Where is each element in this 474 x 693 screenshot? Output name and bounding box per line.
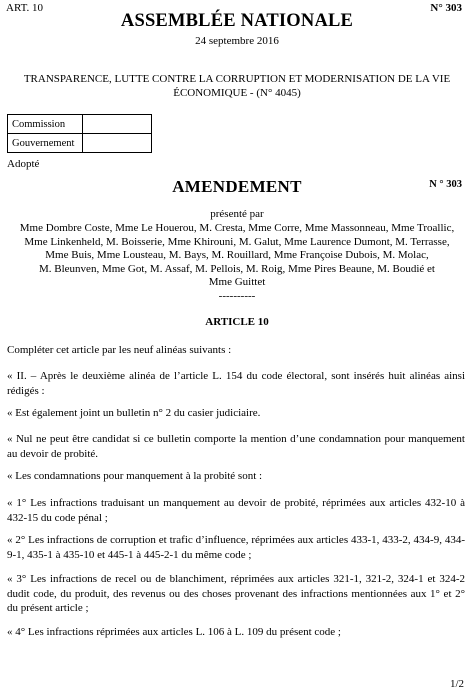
authors-line: M. Bleunven, Mme Got, M. Assaf, M. Pellois, M. Roig, Mme Pires Beaune, M. Boudié et — [39, 262, 435, 275]
body-paragraph: « 2° Les infractions de corruption et trafic d’influence, réprimées aux articles 433-1, 433-2, 434-9, 434-9-1, 435-1 à 435-10 et 445-1 à 445-2-1 du même code ; — [7, 534, 465, 561]
amendment-reference: N° 303 — [430, 2, 462, 14]
amendment-title: AMENDEMENT — [172, 177, 302, 196]
bill-title-line-2: ÉCONOMIQUE - (N° 4045) — [173, 87, 301, 99]
bill-title — [20, 72, 454, 100]
separator: ---------- — [218, 290, 256, 302]
authors-list — [10, 222, 464, 290]
body-paragraph: « Nul ne peut être candidat si ce bulletin comporte la mention d’une condamnation pour manquement au devoir de probité. — [7, 433, 465, 460]
authors-line: Mme Dombre Coste, Mme Le Houerou, M. Cresta, Mme Corre, Mme Massonneau, Mme Troallic, — [19, 222, 455, 234]
article-heading: ARTICLE 10 — [205, 316, 269, 328]
body-paragraph: « Est également joint un bulletin n° 2 du casier judiciaire. — [7, 407, 261, 419]
authors-line: Mme Linkenheld, M. Boisserie, Mme Khirouni, M. Galut, Mme Laurence Dumont, M. Terrasse, — [24, 235, 450, 248]
body-paragraph: « 4° Les infractions réprimées aux articles L. 106 à L. 109 du présent code ; — [7, 626, 341, 638]
body-paragraph: Compléter cet article par les neuf alinéas suivants : — [7, 344, 232, 356]
presented-by: présenté par — [210, 208, 264, 220]
body-paragraph: « II. – Après le deuxième alinéa de l’article L. 154 du code électoral, sont insérés huit alinéas ainsi rédigés : — [7, 370, 465, 397]
body-paragraph: « 1° Les infractions traduisant un manquement au devoir de probité, réprimées aux articles 432-10 à 432-15 du code pénal ; — [7, 497, 465, 524]
article-reference: ART. 10 — [6, 2, 44, 14]
government-value — [83, 134, 152, 153]
body-paragraph: « 3° Les infractions de recel ou de blanchiment, réprimées aux articles 321-1, 321-2, 324-1 et 324-2 dudit code, du produit, des revenus ou des choses provenant des infractions mentionnées aux 1° et 2° du présent article ; — [7, 573, 465, 614]
adoption-status: Adopté — [7, 158, 40, 170]
authors-line: Mme Guittet — [208, 276, 266, 288]
commission-value — [83, 115, 152, 134]
body-paragraph: « Les condamnations pour manquement à la probité sont : — [7, 470, 263, 482]
page-number: 1/2 — [449, 678, 464, 690]
assembly-title: ASSEMBLÉE NATIONALE — [120, 11, 354, 31]
authors-line: Mme Buis, Mme Lousteau, M. Bays, M. Rouillard, Mme Françoise Dubois, M. Molac, — [45, 249, 429, 261]
commission-label: Commission — [8, 115, 83, 134]
session-date: 24 septembre 2016 — [195, 35, 279, 47]
status-table — [7, 114, 152, 153]
bill-title-line-1: TRANSPARENCE, LUTTE CONTRE LA CORRUPTION ET MODERNISATION DE LA VIE — [23, 73, 451, 85]
government-label: Gouvernement — [8, 134, 83, 153]
amendment-number: N ° 303 — [429, 179, 462, 190]
